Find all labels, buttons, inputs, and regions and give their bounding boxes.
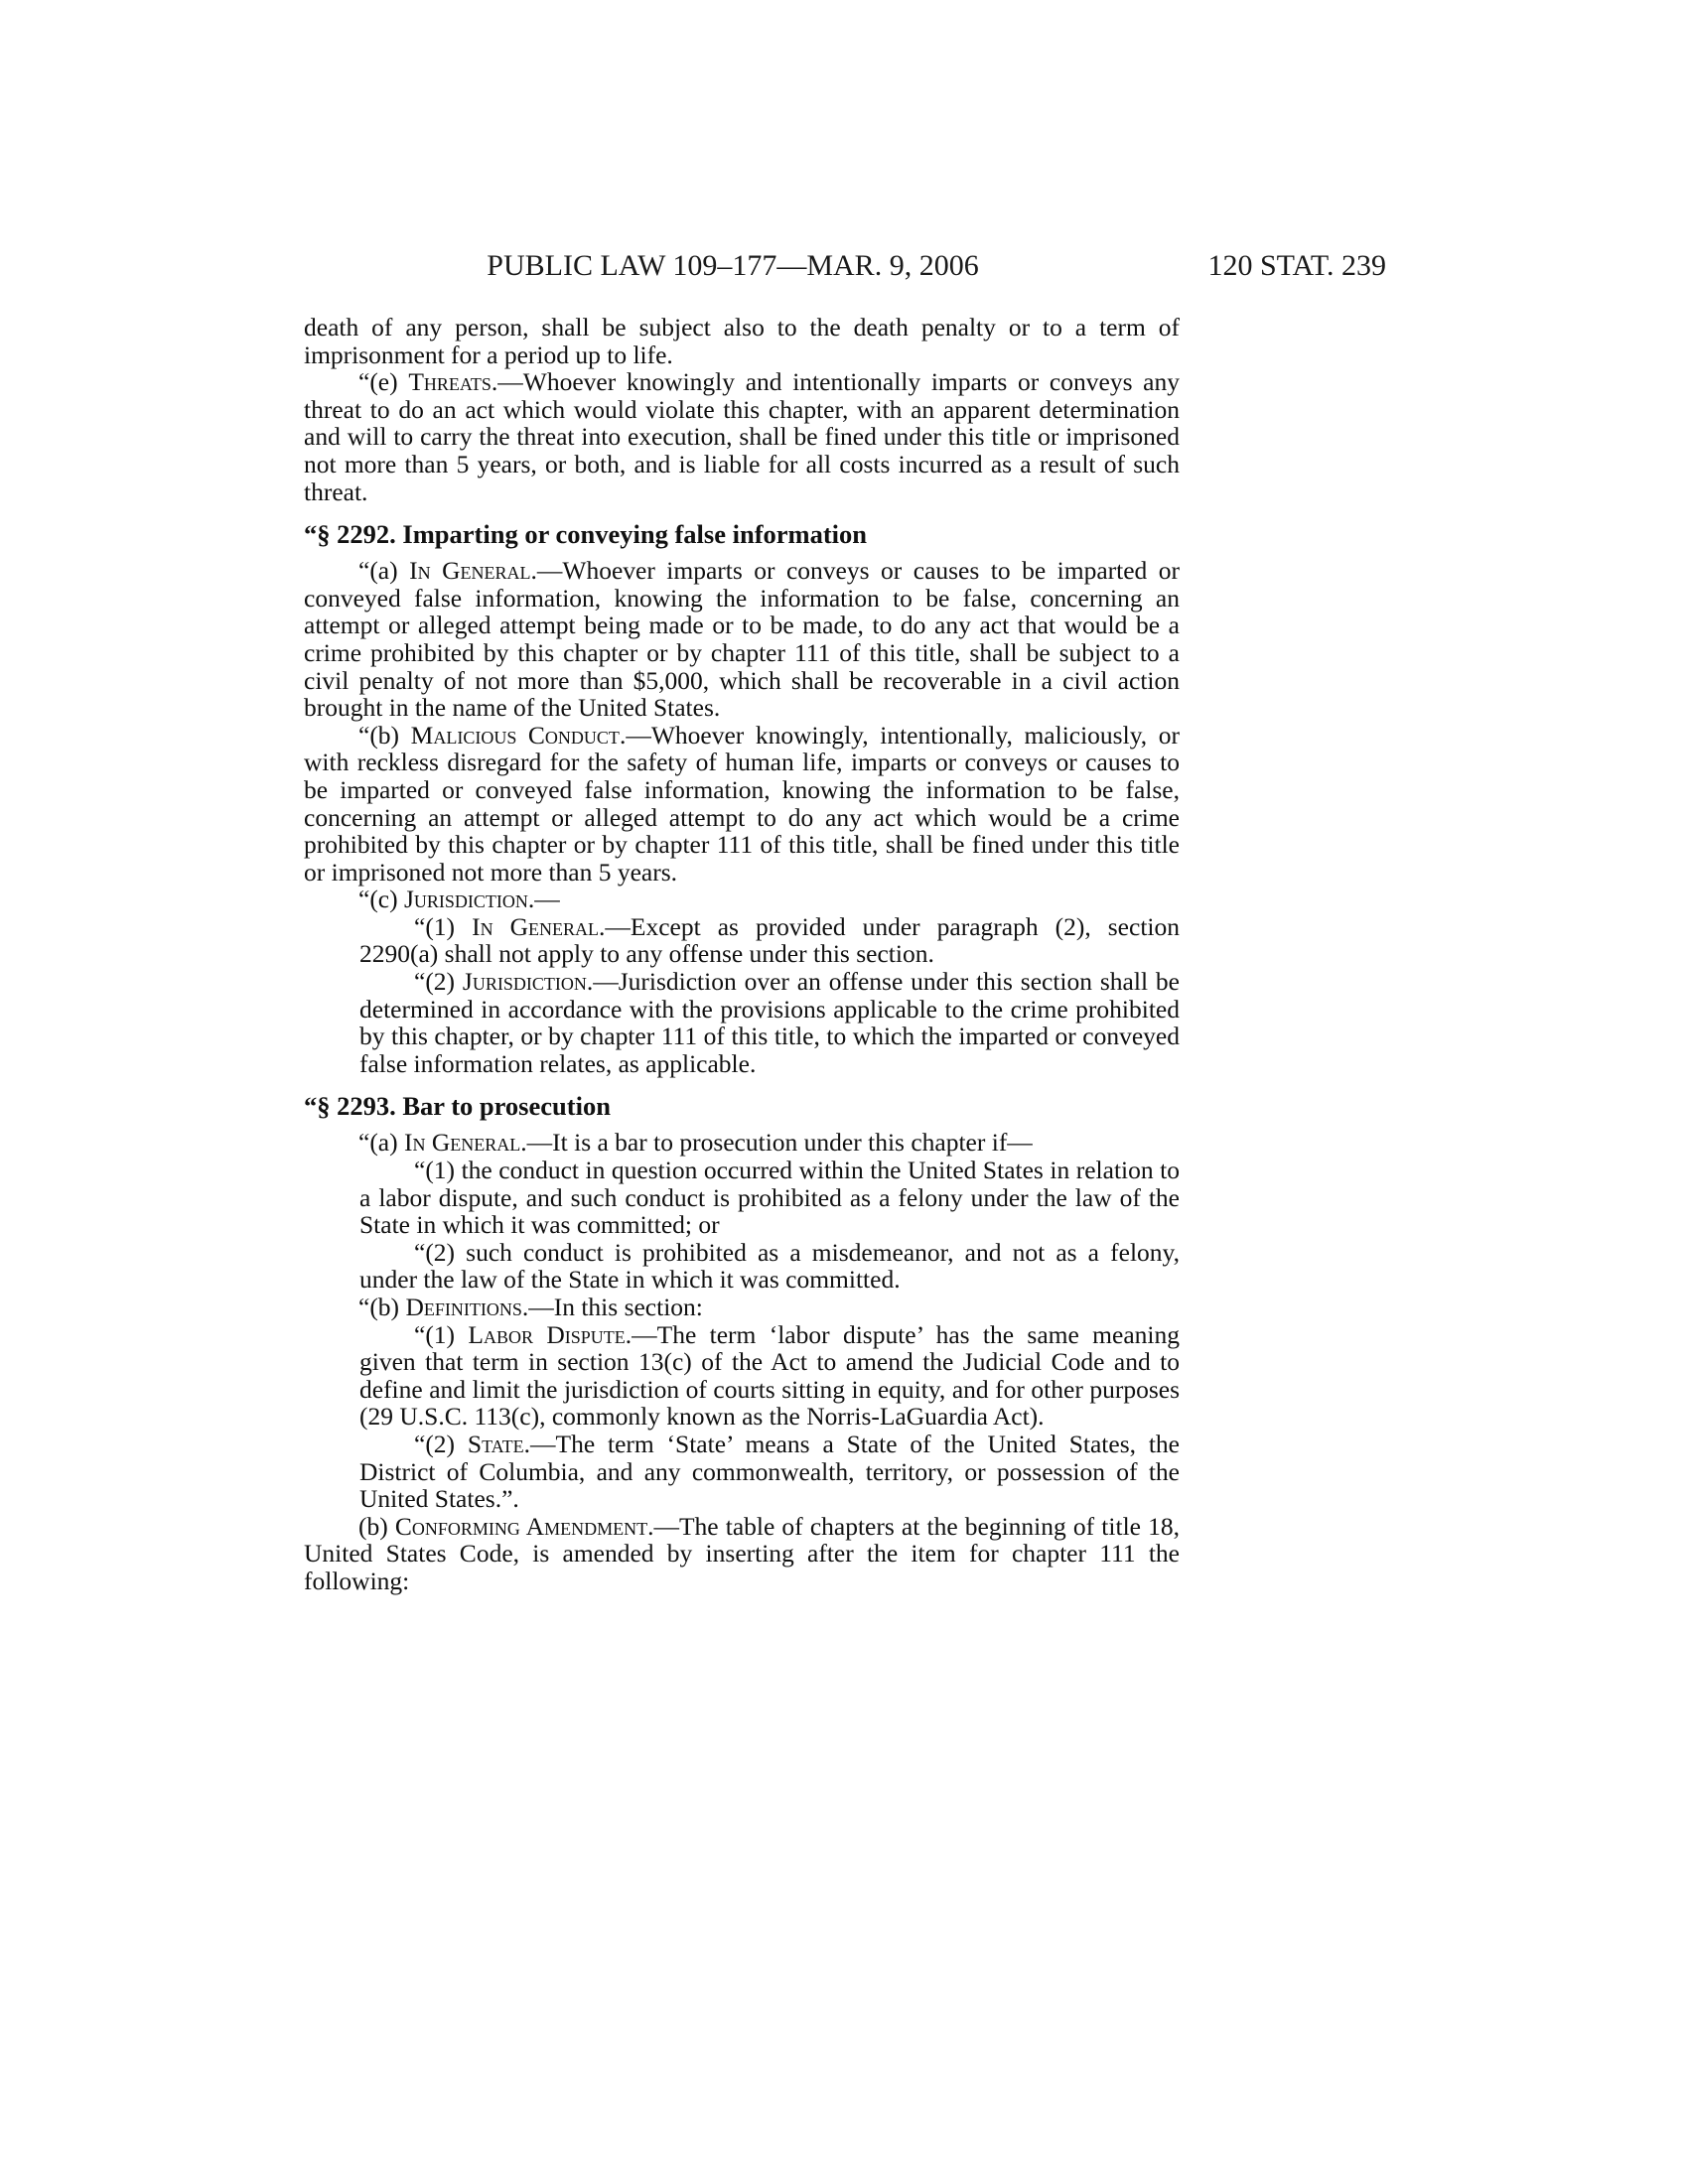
section-2292-heading: “§ 2292. Imparting or conveying false information xyxy=(304,519,868,550)
s2293-subsection-a: “(a) In General.—It is a bar to prosecution under this chapter if— xyxy=(358,1128,1033,1158)
s2292-subsection-c: “(c) Jurisdiction.— xyxy=(358,885,560,914)
conforming-amendment: (b) Conforming Amendment.—The table of chapters at the beginning of title 18, United States Code, is amended by inserting after the item for chapter 111 the following: xyxy=(304,1511,1180,1595)
s2293-b-paragraph-2: “(2) State.—The term ‘State’ means a State of the United States, the District of Columbia, and any commonwealth, territory, or possession of the United States.”. xyxy=(359,1429,1180,1514)
s2292-subsection-a: “(a) In General.—Whoever imparts or conveys or causes to be imparted or conveyed false information, knowing the information to be false, concerning an attempt or alleged attempt being made or to be made, to do any act that would be a crime prohibited by this chapter or by chapter 111 of this title, shall be subject to a civil penalty of not more than $5,000, which shall be recoverable in a civil action brought in the name of the United States. xyxy=(304,556,1181,723)
section-2293-heading: “§ 2293. Bar to prosecution xyxy=(304,1091,611,1122)
s2293-a-paragraph-2: “(2) such conduct is prohibited as a misdemeanor, and not as a felony, under the law of the State in which it was committed. xyxy=(359,1237,1180,1295)
s2293-b-paragraph-1: “(1) Labor Dispute.—The term ‘labor dispute’ has the same meaning given that term in section 13(c) of the Act to amend the Judicial Code and to define and limit the jurisdiction of courts sitting in equity, and for other purposes (29 U.S.C. 113(c), commonly known as the Norris-LaGuardia Act). xyxy=(359,1319,1180,1432)
header-title: PUBLIC LAW 109–177—MAR. 9, 2006 xyxy=(487,249,979,282)
s2292-subsection-b: “(b) Malicious Conduct.—Whoever knowingly, intentionally, maliciously, or with reckless disregard for the safety of human life, imparts or conveys or causes to be imparted or conveyed false information, knowing the information to be false, concerning an attempt or alleged attempt to do any act which would be a crime prohibited by this chapter or by chapter 111 of this title, shall be fined under this title or imprisoned not more than 5 years. xyxy=(304,720,1180,887)
paragraph-continuation: death of any person, shall be subject also to the death penalty or to a term of imprisonment for a period up to life. xyxy=(304,313,1180,369)
header-page-ref: 120 STAT. 239 xyxy=(1207,249,1386,282)
s2292-c-paragraph-2: “(2) Jurisdiction.—Jurisdiction over an offense under this section shall be determined in accordance with the provisions applicable to the crime prohibited by this chapter, or by chapter 111 of this title, to which the imparted or conveyed false information relates, as applicable. xyxy=(359,967,1180,1078)
s2292-c-paragraph-1: “(1) In General.—Except as provided under paragraph (2), section 2290(a) shall not apply to any offense under this section. xyxy=(359,911,1180,969)
s2293-a-paragraph-1: “(1) the conduct in question occurred within the United States in relation to a labor dispute, and such conduct is prohibited as a felony under the law of the State in which it was committed; or xyxy=(359,1156,1180,1240)
body-text xyxy=(304,314,1180,1595)
subsection-e-threats: “(e) Threats.—Whoever knowingly and intentionally imparts or conveys any threat to do an act which would violate this chapter, with an apparent determination and will to carry the threat into execution, shall be fined under this title or imprisoned not more than 5 years, or both, and is liable for all costs incurred as a result of such threat. xyxy=(304,367,1181,506)
running-header xyxy=(0,246,1688,286)
s2293-subsection-b: “(b) Definitions.—In this section: xyxy=(358,1293,703,1321)
